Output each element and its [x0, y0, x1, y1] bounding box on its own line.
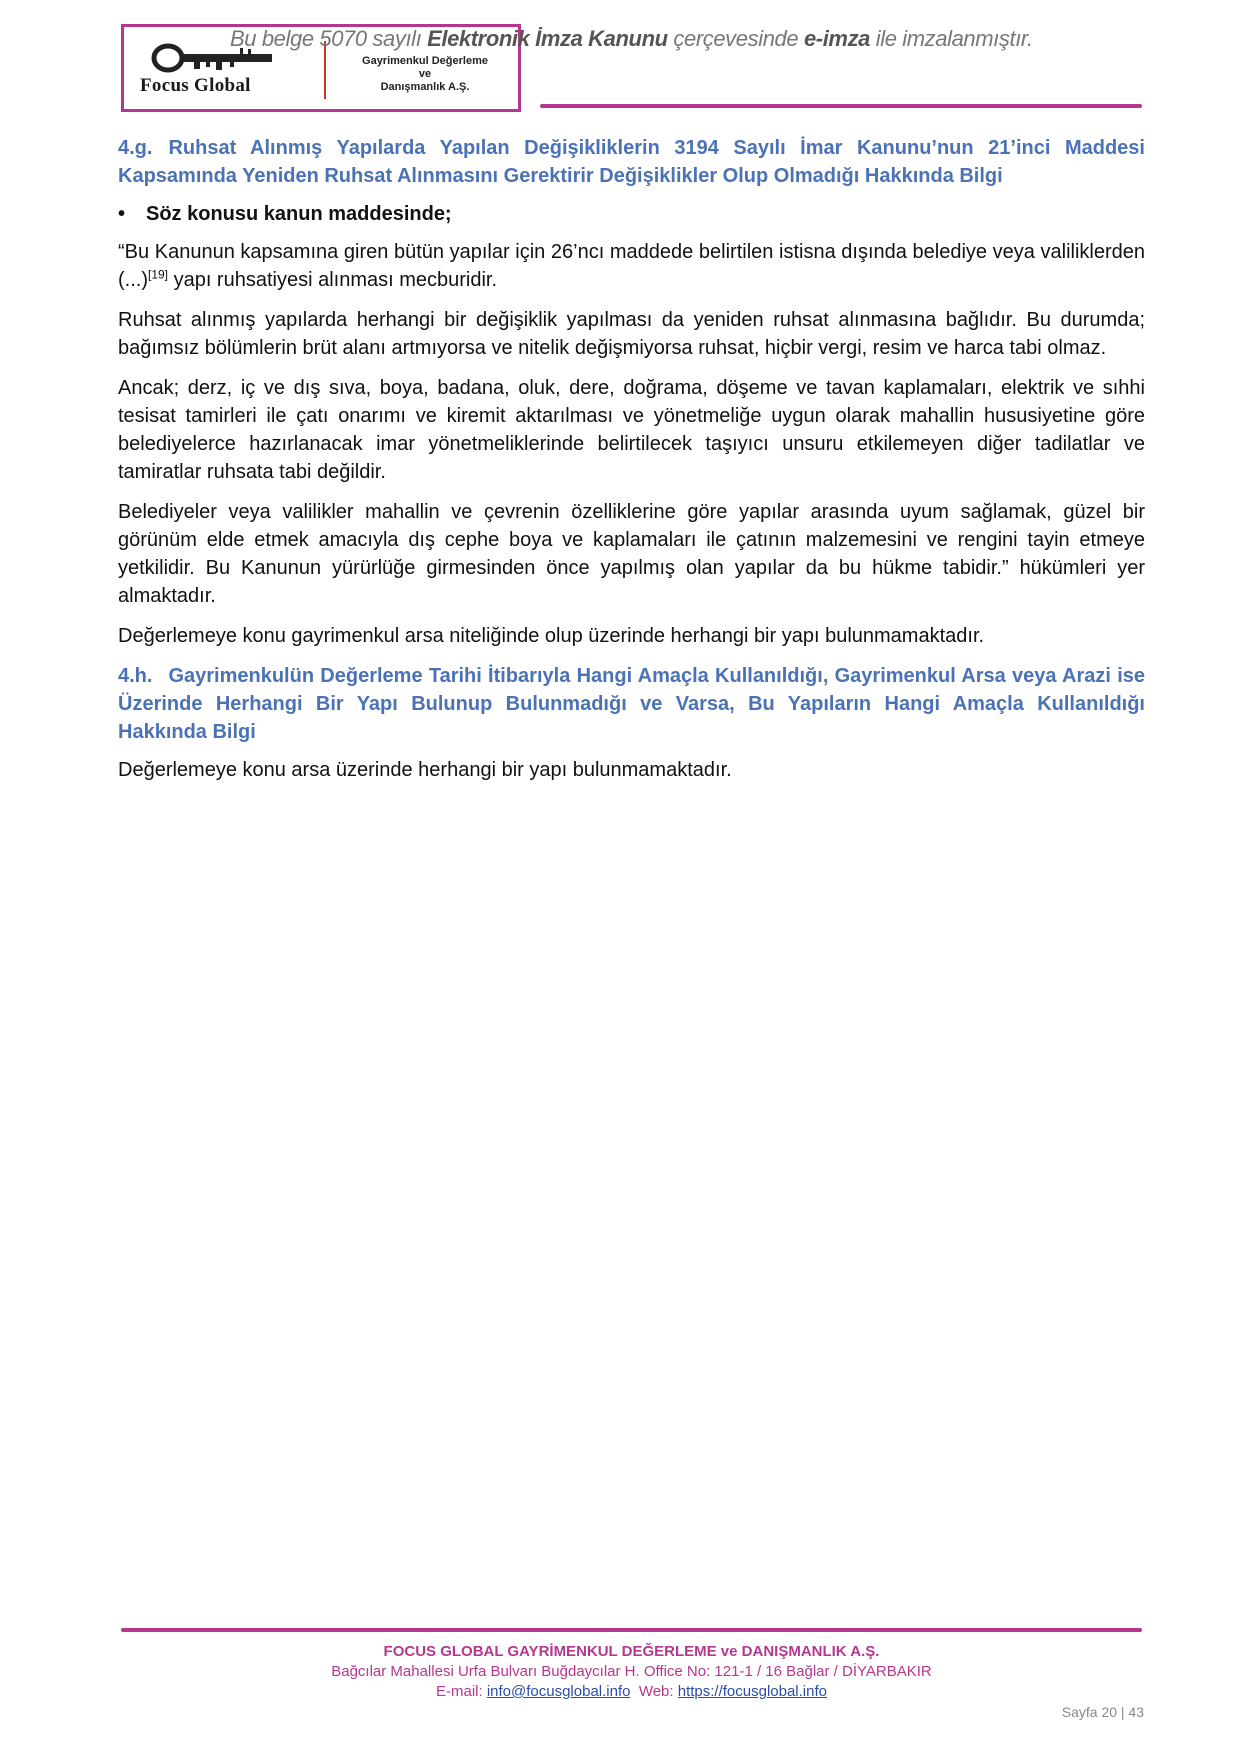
footer-company: FOCUS GLOBAL GAYRİMENKUL DEĞERLEME ve DANIŞMANLIK A.Ş. — [383, 1643, 880, 1660]
logo-subtitle: Gayrimenkul Değerleme ve Danışmanlık A.Ş. — [362, 55, 488, 93]
web-link[interactable]: https://focusglobal.info — [677, 1683, 827, 1700]
page-number: Sayfa 20 | 43 — [1061, 1704, 1144, 1720]
brand-name: Focus Global — [140, 75, 251, 96]
quote-paragraph: “Bu Kanunun kapsamına giren bütün yapılar için 26’ncı maddede belirtilen istisna dışında belediye veya valiliklerden (...)[19] yapı ruhsatiyesi alınması mecburidir. — [118, 241, 1145, 291]
paragraph: Değerlemeye konu arsa üzerinde herhangi bir yapı bulunmamaktadır. — [118, 759, 732, 781]
footer-address: Bağcılar Mahallesi Urfa Bulvarı Buğdaycılar H. Office No: 121-1 / 16 Bağlar / DİYARBAKIR — [331, 1663, 932, 1680]
footer-divider — [121, 1628, 1142, 1632]
document-body — [118, 134, 1145, 796]
footnote-ref: [19] — [148, 267, 169, 282]
bullet-item: • Söz konusu kanun maddesinde; — [118, 200, 1145, 228]
e-signature-notice: Bu belge 5070 sayılı Elektronik İmza Kanunu çerçevesinde e-imza ile imzalanmıştır. — [230, 26, 1033, 51]
paragraph: Ancak; derz, iç ve dış sıva, boya, badana, oluk, dere, doğrama, döşeme ve tavan kaplamaları, elektrik ve sıhhi tesisat tamirleri ile çatı onarımı ve kiremit aktarılması ve yönetmeliğe uygun olarak mahallin hususiyetine göre belediyelerce hazırlanacak imar yönetmeliklerinde belirtilecek taşıyıcı unsuru etkilemeyen diğer tadilatlar ve tamiratlar ruhsata tabi değildir. — [118, 377, 1145, 483]
page-footer — [121, 1642, 1142, 1702]
paragraph: Değerlemeye konu gayrimenkul arsa niteliğinde olup üzerinde herhangi bir yapı bulunmamaktadır. — [118, 625, 985, 647]
paragraph: Ruhsat alınmış yapılarda herhangi bir değişiklik yapılması da yeniden ruhsat alınmasına bağlıdır. Bu durumda; bağımsız bölümlerin brüt alanı artmıyorsa ve nitelik değişmiyorsa ruhsat, hiçbir vergi, resim ve harca tabi olmaz. — [118, 309, 1145, 359]
footer-contact: E-mail: info@focusglobal.info Web: https://focusglobal.info — [435, 1683, 827, 1700]
section-heading-4h: 4.h. Gayrimenkulün Değerleme Tarihi İtibarıyla Hangi Amaçla Kullanıldığı, Gayrimenkul Arsa veya Arazi ise Üzerinde Herhangi Bir Yapı Bulunup Bulunmadığı ve Varsa, Bu Yapıların Hangi Amaçla Kullanıldığı Hakkında Bilgi — [118, 665, 1145, 743]
email-link[interactable]: info@focusglobal.info — [486, 1683, 631, 1700]
paragraph: Belediyeler veya valilikler mahallin ve çevrenin özelliklerine göre yapılar arasında uyum sağlamak, güzel bir görünüm elde etmek amacıyla dış cephe boya ve kaplamaları ile çatının malzemesini ve rengini tayin etmeye yetkilidir. Bu Kanunun yürürlüğe girmesinden önce yapılmış olan yapılar da bu hükme tabidir.” hükümleri yer almaktadır. — [118, 501, 1145, 607]
header-divider — [540, 104, 1142, 108]
section-heading-4g: 4.g. Ruhsat Alınmış Yapılarda Yapılan Değişikliklerin 3194 Sayılı İmar Kanunu’nun 21’inci Maddesi Kapsamında Yeniden Ruhsat Alınmasını Gerektirir Değişiklikler Olup Olmadığı Hakkında Bilgi — [118, 137, 1145, 187]
